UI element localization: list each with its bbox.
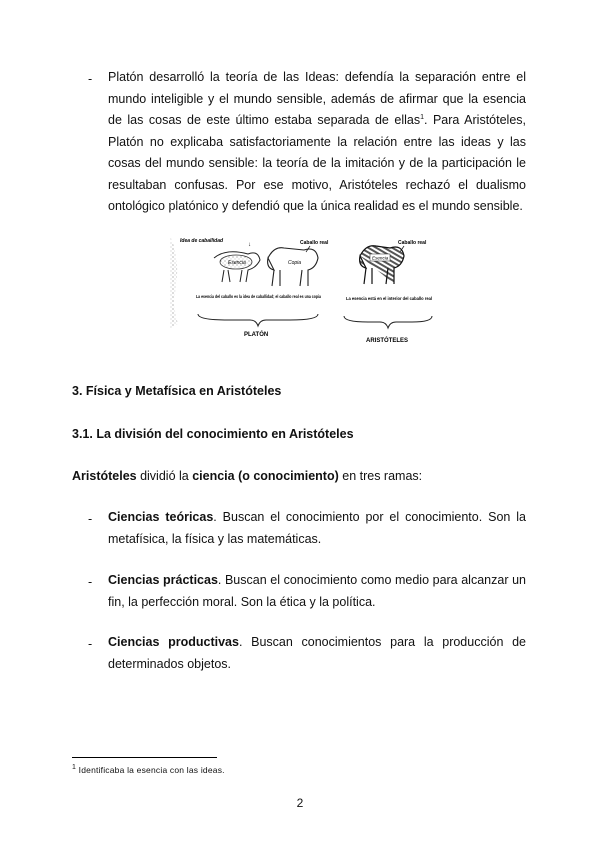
footnote-ref[interactable]: 1	[420, 113, 424, 121]
aristoteles-name: ARISTÓTELES	[366, 338, 409, 344]
real-horse-icon	[360, 246, 404, 284]
figure-illustration	[168, 228, 438, 350]
platon-caption: La esencia del caballo es la idea de caballidad; el caballo real es una copia	[196, 294, 322, 299]
rama-item-teoricas	[108, 507, 526, 550]
essence-label: Esencia	[372, 255, 389, 261]
rama-name: Ciencias prácticas	[108, 573, 218, 587]
platon-aristoteles-figure	[168, 228, 438, 350]
division-paragraph	[72, 466, 527, 488]
intro-text-1: Platón desarrolló la teoría de las Ideas: defendía la separación entre el mundo inteligible y el mundo sensible, además de afirmar que la esencia de las cosas de este último estaba separada de ellas	[108, 70, 526, 127]
footnote-divider	[72, 757, 217, 758]
section-3-title: 3. Física y Metafísica en Aristóteles	[72, 384, 282, 398]
copy-label: Copia	[288, 260, 302, 266]
horse-idea-label: Esencia	[228, 260, 246, 266]
division-verb: dividió la	[136, 469, 193, 483]
division-object: ciencia (o conocimiento)	[192, 469, 339, 483]
bullet-dash: -	[88, 512, 93, 526]
rama-desc: . Buscan el conocimiento por el conocimiento. Son la metafísica, la física y las matemáticas.	[108, 510, 526, 546]
aristoteles-real-label: Caballo real	[398, 240, 427, 246]
idea-world-shading	[170, 236, 178, 328]
footnote-text: Identificaba la esencia con las ideas.	[76, 765, 225, 775]
section-3-1-title: 3.1. La división del conocimiento en Aristóteles	[72, 427, 354, 441]
page-number: 2	[296, 796, 304, 810]
rama-desc: . Buscan el conocimiento como medio para alcanzar un fin, la perfección moral. Son la ética y la política.	[108, 573, 526, 609]
division-rest: en tres ramas:	[338, 469, 423, 483]
platon-real-label: Caballo real	[300, 240, 329, 246]
footnote	[72, 765, 225, 775]
platon-name: PLATÓN	[244, 332, 269, 338]
bullet-dash: -	[88, 575, 93, 589]
intro-paragraph	[108, 67, 526, 218]
rama-name: Ciencias productivas	[108, 635, 239, 649]
arrow-mark: ↓	[248, 242, 251, 248]
bullet-dash: -	[88, 72, 93, 86]
bullet-dash: -	[88, 637, 93, 651]
idea-label: Idea de caballidad	[180, 238, 224, 244]
footnote-number: 1	[72, 764, 77, 772]
idea-horse-icon	[214, 252, 260, 282]
rama-name: Ciencias teóricas	[108, 510, 214, 524]
rama-desc: . Buscan conocimientos para la producción de determinados objetos.	[108, 635, 526, 671]
rama-item-practicas	[108, 570, 526, 613]
aristoteles-caption: La esencia está en el interior del caballo real	[346, 297, 438, 302]
rama-item-productivas	[108, 632, 526, 675]
copy-horse-icon	[268, 248, 318, 286]
intro-text-2: . Para Aristóteles, Platón no explicaba satisfactoriamente la relación entre las ideas y las cosas del mundo sensible: la teoría de la imitación y de la participación le resultaban confusas. Por ese motivo, Aristóteles rechazó el dualismo ontológico platónico y defendió que la única realidad es el mundo sensible.	[108, 113, 526, 213]
division-subject: Aristóteles	[72, 469, 137, 483]
